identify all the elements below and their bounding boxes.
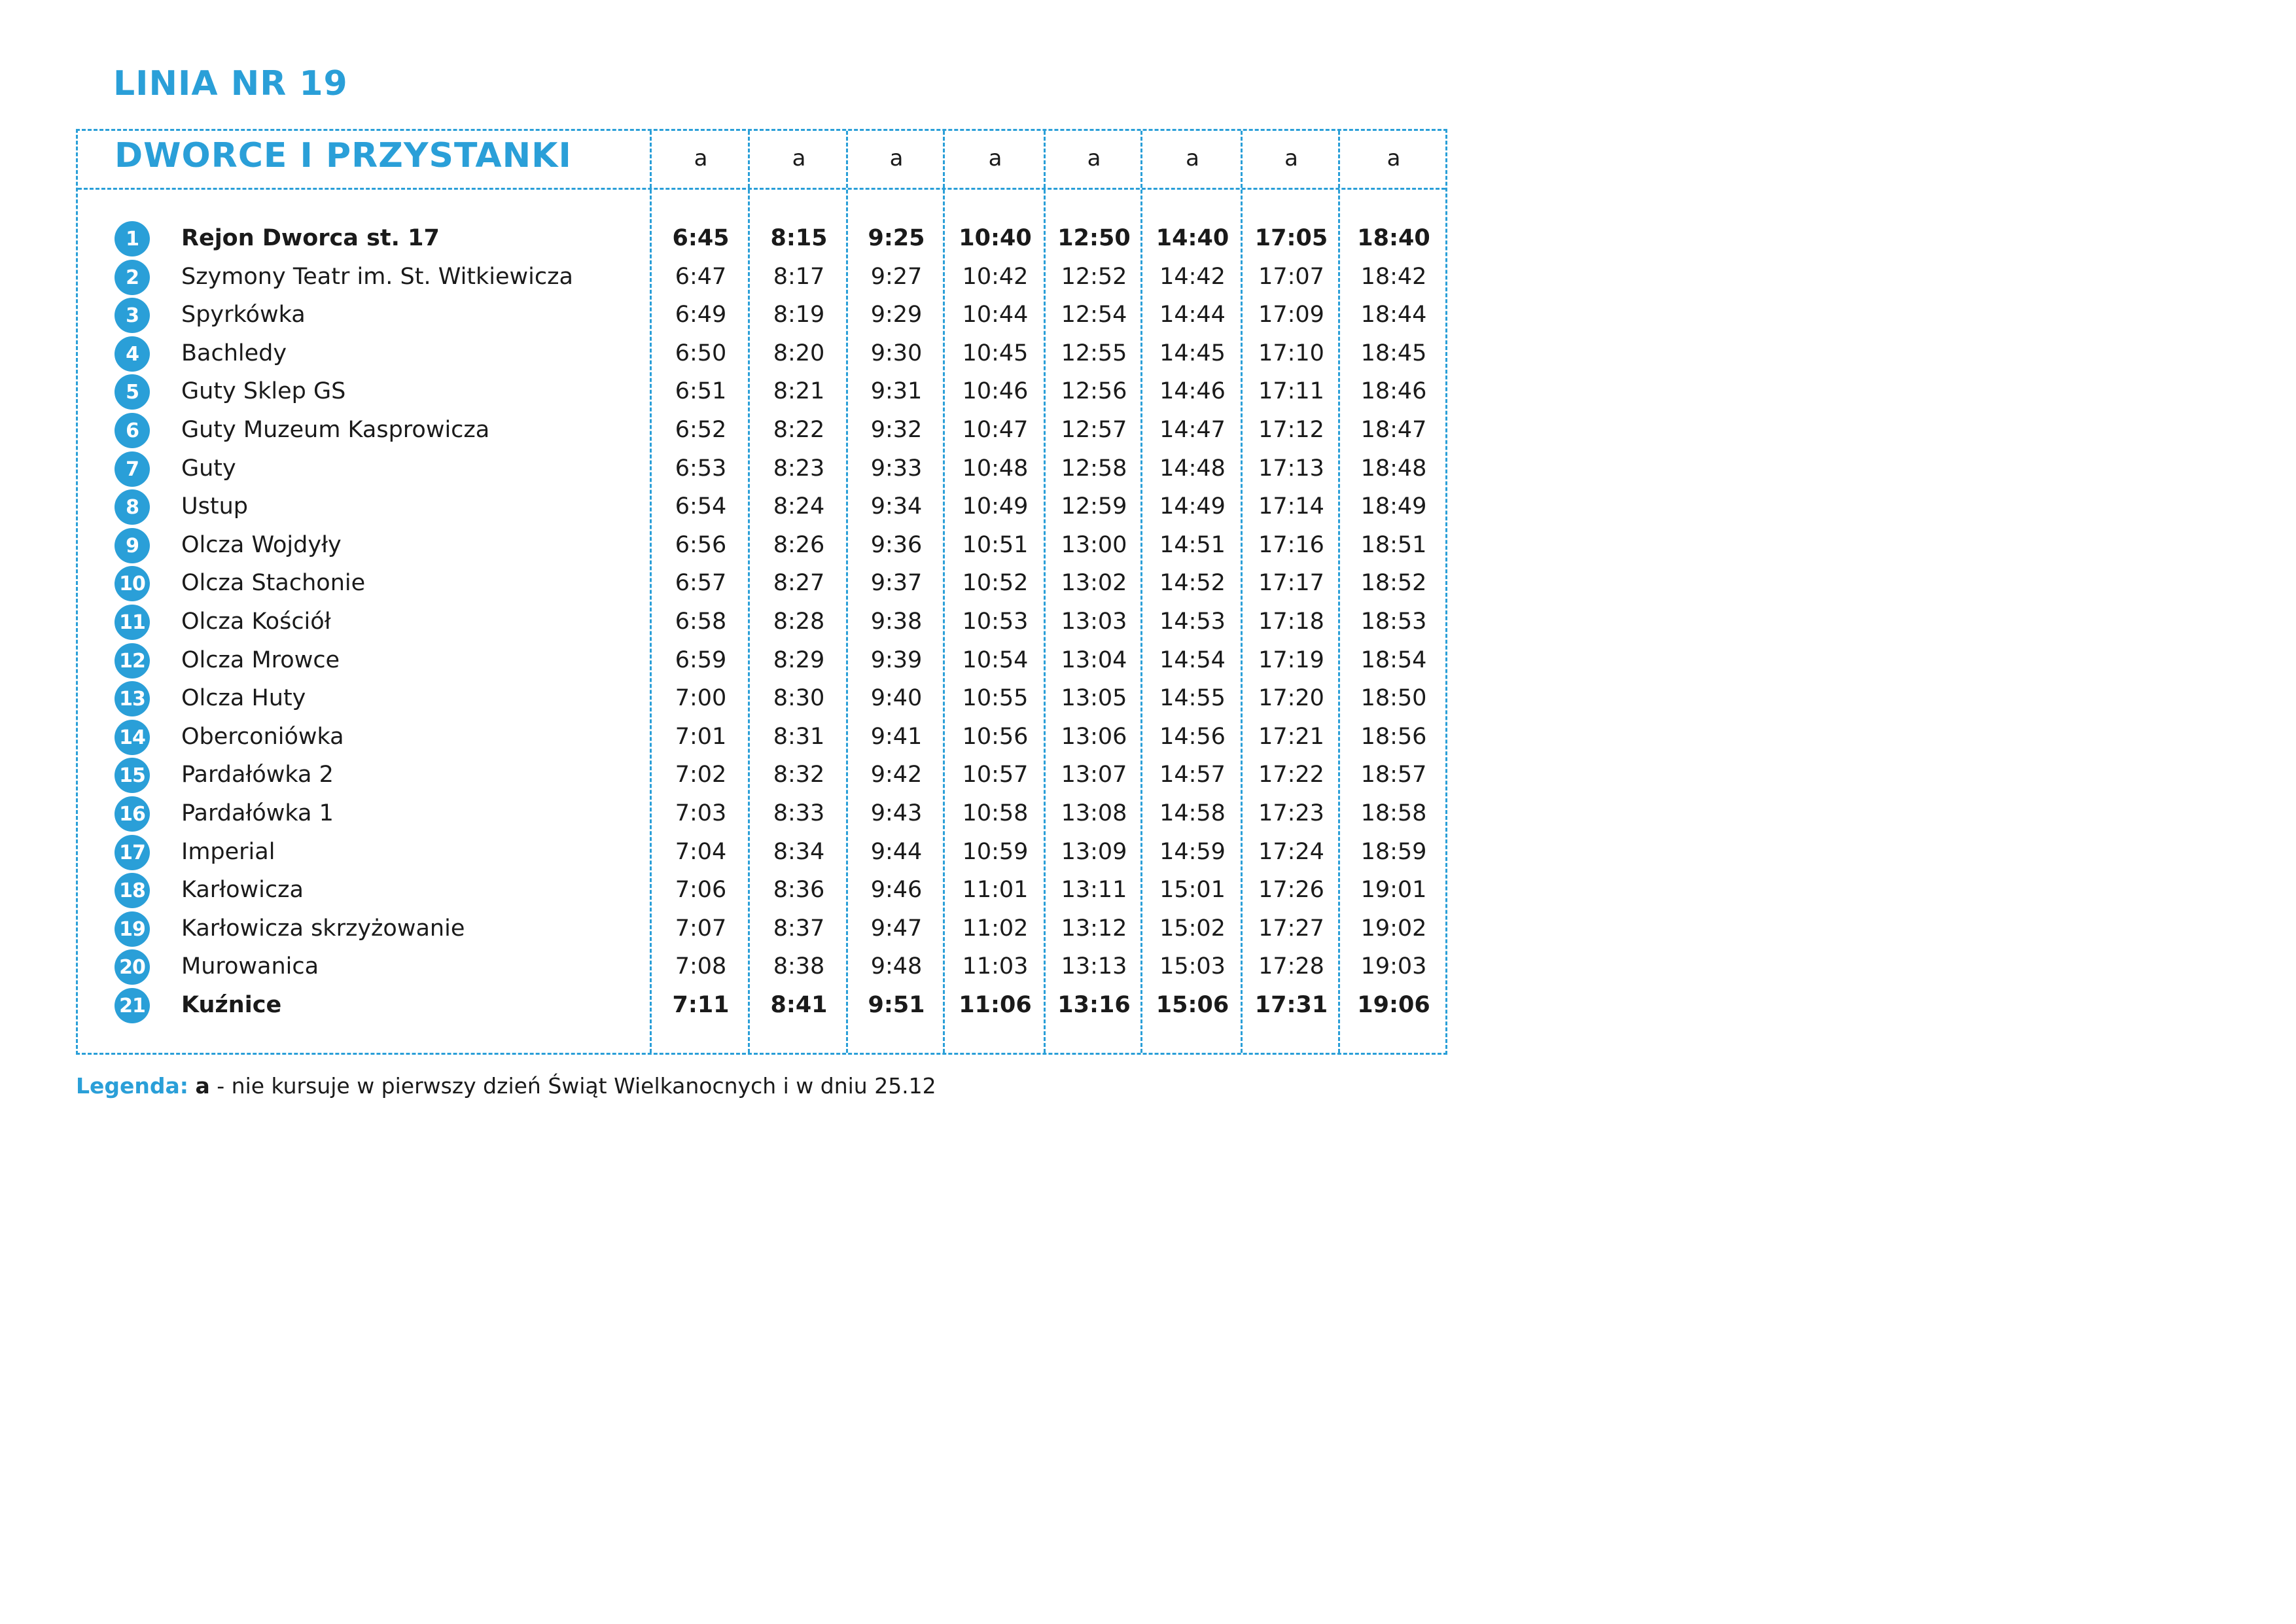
departure-time: 18:54 — [1360, 647, 1427, 673]
column-header: a — [988, 145, 1002, 171]
departure-time: 13:04 — [1061, 647, 1127, 673]
column-header: a — [889, 145, 904, 171]
departure-time: 18:42 — [1360, 264, 1427, 290]
departure-time: 7:07 — [675, 915, 727, 942]
departure-time: 10:48 — [962, 455, 1029, 482]
departure-time: 18:49 — [1360, 493, 1427, 520]
departure-time: 17:13 — [1258, 455, 1324, 482]
departure-time: 18:44 — [1360, 302, 1427, 328]
departure-time: 8:33 — [773, 800, 825, 826]
departure-time: 14:47 — [1159, 417, 1226, 443]
departure-time: 13:11 — [1061, 877, 1127, 903]
stop-number-badge: 5 — [115, 374, 150, 410]
departure-time: 14:56 — [1159, 724, 1226, 750]
departure-time: 14:59 — [1159, 839, 1226, 865]
departure-time: 8:19 — [773, 302, 825, 328]
page-title: LINIA NR 19 — [113, 64, 348, 103]
departure-time: 19:03 — [1360, 953, 1427, 980]
departure-time: 9:40 — [870, 685, 923, 711]
departure-time: 8:28 — [773, 609, 825, 635]
stop-number-badge: 21 — [115, 988, 150, 1023]
departure-time: 17:05 — [1254, 225, 1328, 251]
departure-time: 8:41 — [770, 992, 828, 1018]
stop-name: Olcza Wojdyły — [181, 532, 342, 558]
departure-time: 8:24 — [773, 493, 825, 520]
departure-time: 17:26 — [1258, 877, 1324, 903]
departure-time: 13:07 — [1061, 762, 1127, 788]
departure-time: 14:53 — [1159, 609, 1226, 635]
departure-time: 13:00 — [1061, 532, 1127, 558]
departure-time: 10:47 — [962, 417, 1029, 443]
departure-time: 14:45 — [1159, 340, 1226, 366]
departure-time: 7:00 — [675, 685, 727, 711]
table-row — [78, 413, 1445, 451]
departure-time: 12:56 — [1061, 378, 1127, 404]
departure-time: 17:11 — [1258, 378, 1324, 404]
departure-time: 9:33 — [870, 455, 923, 482]
departure-time: 18:47 — [1360, 417, 1427, 443]
table-row — [78, 528, 1445, 566]
departure-time: 19:01 — [1360, 877, 1427, 903]
departure-time: 18:52 — [1360, 570, 1427, 596]
table-row — [78, 758, 1445, 796]
table-row — [78, 605, 1445, 643]
departure-time: 9:31 — [870, 378, 923, 404]
departure-time: 19:06 — [1357, 992, 1430, 1018]
departure-time: 12:52 — [1061, 264, 1127, 290]
departure-time: 12:55 — [1061, 340, 1127, 366]
departure-time: 14:54 — [1159, 647, 1226, 673]
table-row — [78, 988, 1445, 1026]
departure-time: 17:24 — [1258, 839, 1324, 865]
column-header: a — [1284, 145, 1298, 171]
departure-time: 12:57 — [1061, 417, 1127, 443]
departure-time: 10:56 — [962, 724, 1029, 750]
departure-time: 9:27 — [870, 264, 923, 290]
departure-time: 14:51 — [1159, 532, 1226, 558]
departure-time: 9:42 — [870, 762, 923, 788]
table-row — [78, 643, 1445, 681]
departure-time: 7:03 — [675, 800, 727, 826]
departure-time: 6:49 — [675, 302, 727, 328]
departure-time: 13:03 — [1061, 609, 1127, 635]
table-row — [78, 796, 1445, 834]
stop-name: Olcza Mrowce — [181, 647, 340, 673]
departure-time: 18:45 — [1360, 340, 1427, 366]
departure-time: 10:40 — [959, 225, 1032, 251]
departure-time: 8:23 — [773, 455, 825, 482]
table-row — [78, 566, 1445, 604]
stop-name: Imperial — [181, 839, 275, 865]
departure-time: 17:10 — [1258, 340, 1324, 366]
departure-time: 13:02 — [1061, 570, 1127, 596]
stop-number-badge: 10 — [115, 566, 150, 601]
departure-time: 17:27 — [1258, 915, 1324, 942]
departure-time: 7:02 — [675, 762, 727, 788]
departure-time: 9:48 — [870, 953, 923, 980]
departure-time: 11:06 — [959, 992, 1032, 1018]
departure-time: 8:20 — [773, 340, 825, 366]
stop-number-badge: 12 — [115, 643, 150, 679]
departure-time: 8:36 — [773, 877, 825, 903]
departure-time: 18:56 — [1360, 724, 1427, 750]
departure-time: 13:08 — [1061, 800, 1127, 826]
table-row — [78, 681, 1445, 719]
departure-time: 6:58 — [675, 609, 727, 635]
departure-time: 10:45 — [962, 340, 1029, 366]
departure-time: 15:02 — [1159, 915, 1226, 942]
departure-time: 15:01 — [1159, 877, 1226, 903]
departure-time: 17:31 — [1254, 992, 1328, 1018]
table-row — [78, 489, 1445, 527]
stop-number-badge: 20 — [115, 949, 150, 985]
departure-time: 18:46 — [1360, 378, 1427, 404]
departure-time: 18:58 — [1360, 800, 1427, 826]
legend — [76, 1073, 936, 1099]
stop-number-badge: 19 — [115, 911, 150, 947]
departure-time: 8:17 — [773, 264, 825, 290]
departure-time: 8:34 — [773, 839, 825, 865]
departure-time: 8:31 — [773, 724, 825, 750]
departure-time: 17:22 — [1258, 762, 1324, 788]
departure-time: 8:26 — [773, 532, 825, 558]
column-header: a — [1386, 145, 1401, 171]
stop-name: Kuźnice — [181, 992, 282, 1018]
stop-name: Guty — [181, 455, 236, 482]
departure-time: 7:08 — [675, 953, 727, 980]
stop-number-badge: 13 — [115, 681, 150, 716]
departure-time: 12:54 — [1061, 302, 1127, 328]
column-header: a — [1087, 145, 1101, 171]
departure-time: 14:46 — [1159, 378, 1226, 404]
departure-time: 8:30 — [773, 685, 825, 711]
column-header: a — [1186, 145, 1199, 171]
departure-time: 13:12 — [1061, 915, 1127, 942]
table-row — [78, 374, 1445, 412]
table-row — [78, 221, 1445, 259]
table-row — [78, 720, 1445, 758]
departure-time: 10:44 — [962, 302, 1029, 328]
stop-number-badge: 11 — [115, 605, 150, 640]
stop-number-badge: 1 — [115, 221, 150, 256]
departure-time: 14:44 — [1159, 302, 1226, 328]
departure-time: 12:58 — [1061, 455, 1127, 482]
stop-name: Olcza Stachonie — [181, 570, 366, 596]
column-header: a — [792, 145, 806, 171]
departure-time: 14:55 — [1159, 685, 1226, 711]
departure-time: 9:30 — [870, 340, 923, 366]
departure-time: 9:43 — [870, 800, 923, 826]
departure-time: 17:28 — [1258, 953, 1324, 980]
departure-time: 9:44 — [870, 839, 923, 865]
departure-time: 7:04 — [675, 839, 727, 865]
stop-name: Karłowicza — [181, 877, 304, 903]
departure-time: 17:14 — [1258, 493, 1324, 520]
departure-time: 10:52 — [962, 570, 1029, 596]
departure-time: 13:13 — [1061, 953, 1127, 980]
departure-time: 8:37 — [773, 915, 825, 942]
departure-time: 10:55 — [962, 685, 1029, 711]
departure-time: 9:39 — [870, 647, 923, 673]
departure-time: 10:46 — [962, 378, 1029, 404]
departure-time: 6:53 — [675, 455, 727, 482]
departure-time: 17:12 — [1258, 417, 1324, 443]
stop-number-badge: 17 — [115, 835, 150, 870]
departure-time: 11:03 — [962, 953, 1029, 980]
departure-time: 14:58 — [1159, 800, 1226, 826]
departure-time: 9:36 — [870, 532, 923, 558]
departure-time: 14:40 — [1156, 225, 1229, 251]
departure-time: 10:49 — [962, 493, 1029, 520]
departure-time: 8:15 — [770, 225, 828, 251]
table-row — [78, 260, 1445, 298]
stops-column-header: DWORCE I PRZYSTANKI — [115, 136, 572, 175]
departure-time: 17:07 — [1258, 264, 1324, 290]
departure-time: 6:56 — [675, 532, 727, 558]
departure-time: 18:40 — [1357, 225, 1430, 251]
table-row — [78, 949, 1445, 987]
departure-time: 17:23 — [1258, 800, 1324, 826]
stop-number-badge: 9 — [115, 528, 150, 563]
stop-name: Olcza Huty — [181, 685, 306, 711]
departure-time: 17:21 — [1258, 724, 1324, 750]
departure-time: 9:29 — [870, 302, 923, 328]
departure-time: 6:45 — [672, 225, 730, 251]
departure-time: 9:46 — [870, 877, 923, 903]
departure-time: 6:47 — [675, 264, 727, 290]
stop-number-badge: 16 — [115, 796, 150, 832]
departure-time: 12:59 — [1061, 493, 1127, 520]
departure-time: 18:51 — [1360, 532, 1427, 558]
departure-time: 14:48 — [1159, 455, 1226, 482]
departure-time: 9:38 — [870, 609, 923, 635]
departure-time: 9:41 — [870, 724, 923, 750]
departure-time: 8:27 — [773, 570, 825, 596]
departure-time: 10:42 — [962, 264, 1029, 290]
stop-name: Pardałówka 2 — [181, 762, 334, 788]
table-row — [78, 873, 1445, 911]
departure-time: 18:48 — [1360, 455, 1427, 482]
legend-text: - nie kursuje w pierwszy dzień Świąt Wielkanocnych i w dniu 25.12 — [209, 1073, 936, 1099]
departure-time: 6:57 — [675, 570, 727, 596]
departure-time: 19:02 — [1360, 915, 1427, 942]
departure-time: 10:57 — [962, 762, 1029, 788]
stop-number-badge: 6 — [115, 413, 150, 448]
departure-time: 6:51 — [675, 378, 727, 404]
stop-name: Oberconiówka — [181, 724, 344, 750]
departure-time: 13:05 — [1061, 685, 1127, 711]
departure-time: 8:22 — [773, 417, 825, 443]
departure-time: 8:21 — [773, 378, 825, 404]
stop-number-badge: 14 — [115, 720, 150, 755]
stop-name: Murowanica — [181, 953, 319, 980]
stop-name: Szymony Teatr im. St. Witkiewicza — [181, 264, 573, 290]
stop-number-badge: 15 — [115, 758, 150, 793]
table-row — [78, 911, 1445, 949]
legend-label: Legenda: — [76, 1073, 188, 1099]
departure-time: 11:02 — [962, 915, 1029, 942]
departure-time: 9:34 — [870, 493, 923, 520]
departure-time: 6:52 — [675, 417, 727, 443]
departure-time: 10:53 — [962, 609, 1029, 635]
stop-number-badge: 18 — [115, 873, 150, 908]
departure-time: 10:59 — [962, 839, 1029, 865]
departure-time: 17:19 — [1258, 647, 1324, 673]
stop-name: Ustup — [181, 493, 248, 520]
departure-time: 10:54 — [962, 647, 1029, 673]
stop-name: Guty Sklep GS — [181, 378, 346, 404]
departure-time: 17:20 — [1258, 685, 1324, 711]
stop-name: Guty Muzeum Kasprowicza — [181, 417, 490, 443]
departure-time: 9:51 — [868, 992, 925, 1018]
stop-number-badge: 3 — [115, 298, 150, 333]
departure-time: 18:59 — [1360, 839, 1427, 865]
departure-time: 18:53 — [1360, 609, 1427, 635]
departure-time: 9:47 — [870, 915, 923, 942]
departure-time: 10:58 — [962, 800, 1029, 826]
departure-time: 7:11 — [672, 992, 730, 1018]
departure-time: 10:51 — [962, 532, 1029, 558]
departure-time: 13:16 — [1057, 992, 1131, 1018]
departure-time: 11:01 — [962, 877, 1029, 903]
departure-time: 8:29 — [773, 647, 825, 673]
departure-time: 18:50 — [1360, 685, 1427, 711]
departure-time: 7:06 — [675, 877, 727, 903]
stop-name: Spyrkówka — [181, 302, 306, 328]
departure-time: 8:32 — [773, 762, 825, 788]
departure-time: 12:50 — [1057, 225, 1131, 251]
departure-time: 14:42 — [1159, 264, 1226, 290]
departure-time: 13:09 — [1061, 839, 1127, 865]
departure-time: 17:18 — [1258, 609, 1324, 635]
departure-time: 6:59 — [675, 647, 727, 673]
table-row — [78, 298, 1445, 336]
departure-time: 9:37 — [870, 570, 923, 596]
departure-time: 15:06 — [1156, 992, 1229, 1018]
departure-time: 14:52 — [1159, 570, 1226, 596]
departure-time: 15:03 — [1159, 953, 1226, 980]
departure-time: 8:38 — [773, 953, 825, 980]
departure-time: 13:06 — [1061, 724, 1127, 750]
legend-key: a — [195, 1073, 210, 1099]
timetable — [76, 129, 1447, 1055]
stop-name: Rejon Dworca st. 17 — [181, 225, 440, 251]
departure-time: 17:09 — [1258, 302, 1324, 328]
departure-time: 6:50 — [675, 340, 727, 366]
departure-time: 7:01 — [675, 724, 727, 750]
table-row — [78, 336, 1445, 374]
departure-time: 18:57 — [1360, 762, 1427, 788]
departure-time: 6:54 — [675, 493, 727, 520]
stop-name: Olcza Kościół — [181, 609, 331, 635]
departure-time: 14:57 — [1159, 762, 1226, 788]
stop-name: Pardałówka 1 — [181, 800, 334, 826]
stop-number-badge: 8 — [115, 489, 150, 525]
column-header: a — [694, 145, 708, 171]
stop-number-badge: 4 — [115, 336, 150, 372]
departure-time: 17:17 — [1258, 570, 1324, 596]
departure-time: 17:16 — [1258, 532, 1324, 558]
departure-time: 9:25 — [868, 225, 925, 251]
stop-number-badge: 2 — [115, 260, 150, 295]
departure-time: 9:32 — [870, 417, 923, 443]
table-row — [78, 835, 1445, 873]
stop-number-badge: 7 — [115, 451, 150, 487]
stop-name: Bachledy — [181, 340, 287, 366]
table-row — [78, 451, 1445, 489]
stop-name: Karłowicza skrzyżowanie — [181, 915, 465, 942]
departure-time: 14:49 — [1159, 493, 1226, 520]
